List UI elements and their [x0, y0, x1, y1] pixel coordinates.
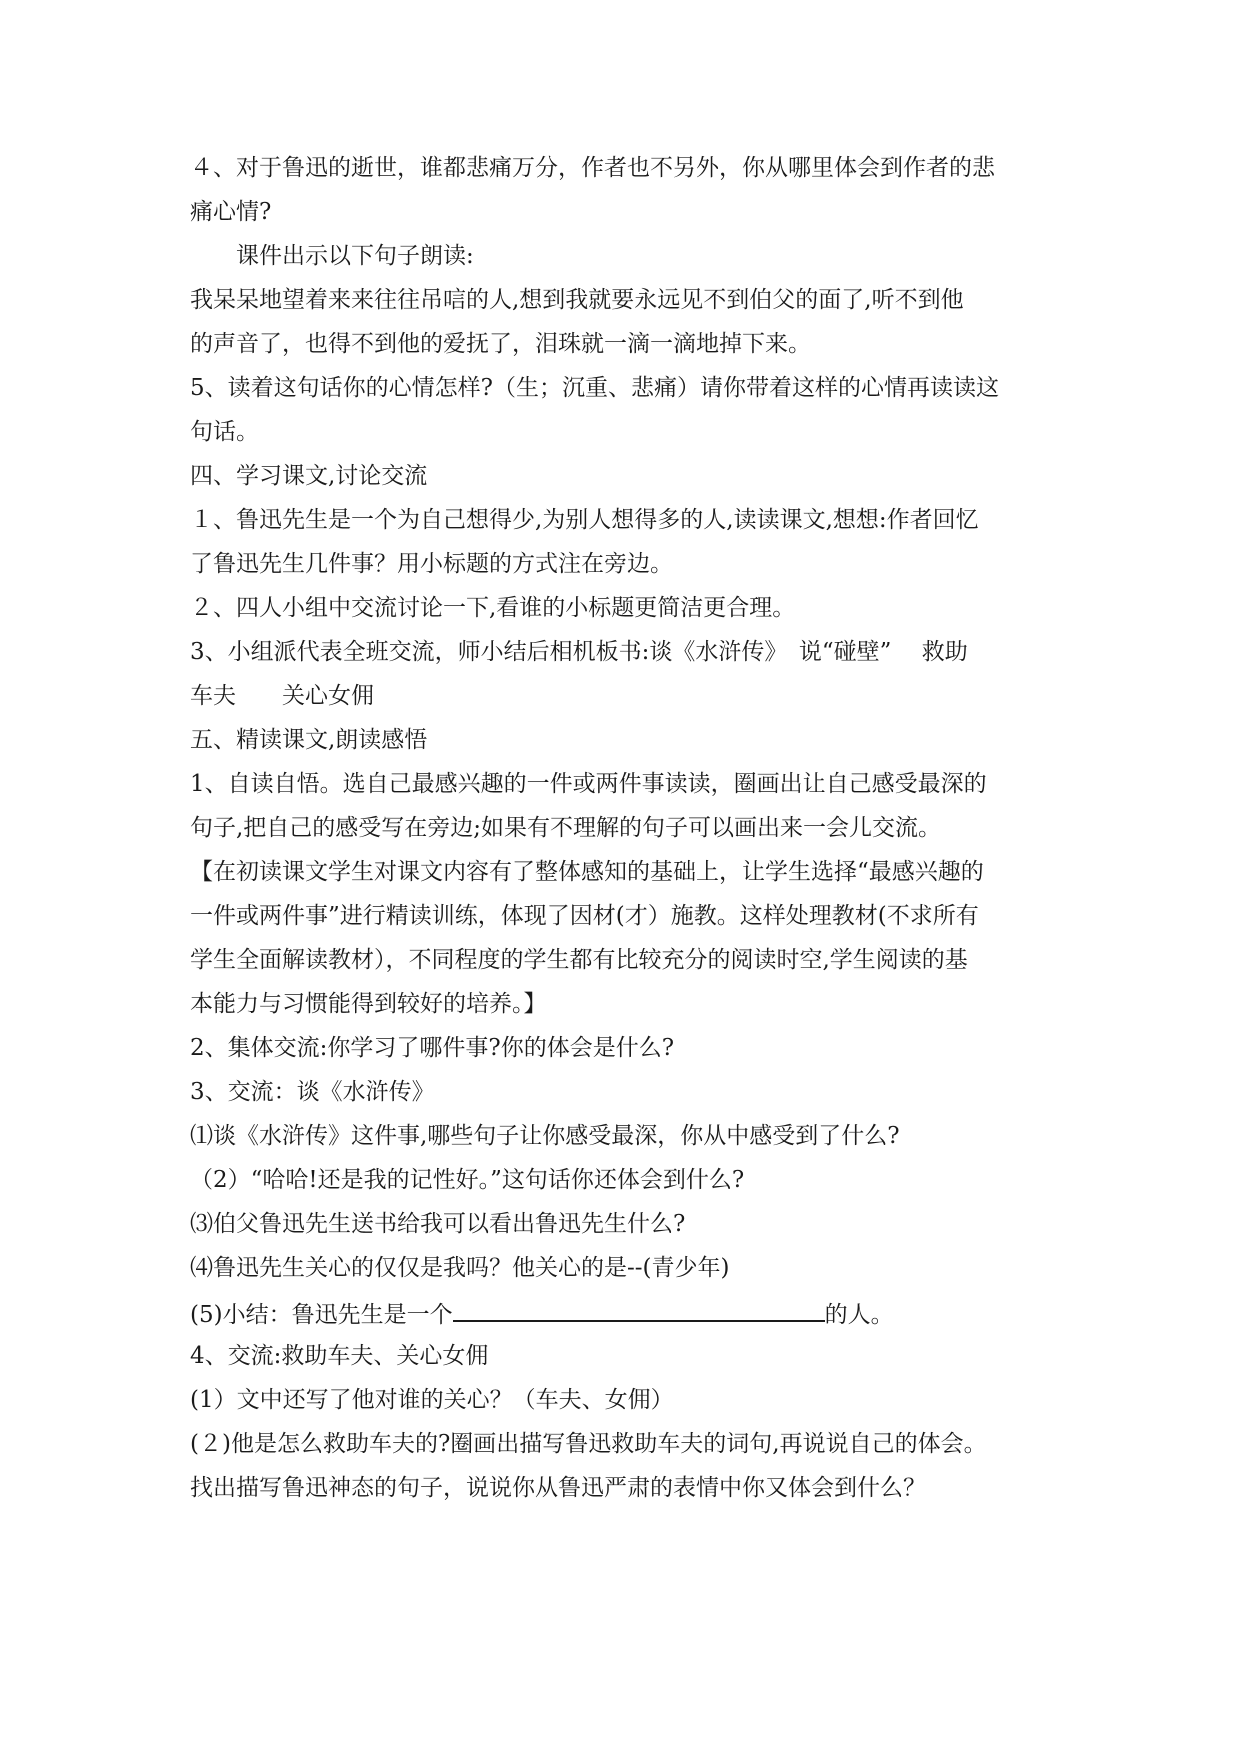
item-1-line-2: 了鲁迅先生几件事？用小标题的方式注在旁边。	[190, 551, 673, 577]
summary-blank	[453, 1296, 825, 1322]
question-5-line-1: 5、读着这句话你的心情怎样?（生；沉重、悲痛）请你带着这样的心情再读读这	[190, 375, 999, 401]
group-exchange-line: 2、集体交流:你学习了哪件事?你的体会是什么?	[190, 1035, 675, 1061]
section-heading-4: 四、学习课文,讨论交流	[190, 463, 428, 489]
question-4-line-1: ４、对于鲁迅的逝世，谁都悲痛万分，作者也不另外，你从哪里体会到作者的悲	[190, 155, 995, 181]
exchange-4-heading: 4、交流:救助车夫、关心女佣	[190, 1343, 489, 1369]
exchange-4-q3: 找出描写鲁迅神态的句子，说说你从鲁迅严肃的表情中你又体会到什么？	[190, 1475, 926, 1501]
summary-suffix: 的人。	[824, 1302, 894, 1328]
commentary-line-3: 学生全面解读教材），不同程度的学生都有比较充分的阅读时空,学生阅读的基	[190, 947, 968, 973]
commentary-line-2: 一件或两件事”进行精读训练，体现了因材(才）施教。这样处理教材(不求所有	[190, 903, 979, 929]
exchange-4-q2: (２)他是怎么救助车夫的?圈画出描写鲁迅救助车夫的词句,再说说自己的体会。	[190, 1431, 987, 1457]
sub-question-3: ⑶伯父鲁迅先生送书给我可以看出鲁迅先生什么?	[190, 1211, 686, 1237]
self-read-line-1: 1、自读自悟。选自己最感兴趣的一件或两件事读读，圈画出让自己感受最深的	[190, 771, 987, 797]
summary-prefix: (5)小结：鲁迅先生是一个	[190, 1302, 453, 1328]
item-3-line-2: 车夫 关心女佣	[190, 683, 374, 709]
commentary-line-4: 本能力与习惯能得到较好的培养。】	[190, 991, 547, 1017]
item-3-line-1: 3、小组派代表全班交流，师小结后相机板书:谈《水浒传》 说“碰壁” 救助	[190, 639, 968, 665]
self-read-line-2: 句子,把自己的感受写在旁边;如果有不理解的句子可以画出来一会儿交流。	[190, 815, 942, 841]
quote-line-2: 的声音了，也得不到他的爱抚了，泪珠就一滴一滴地掉下来。	[190, 331, 811, 357]
section-heading-5: 五、精读课文,朗读感悟	[190, 727, 428, 753]
item-1-line-1: １、鲁迅先生是一个为自己想得少,为别人想得多的人,读读课文,想想:作者回忆	[190, 507, 979, 533]
exchange-4-q1: (1）文中还写了他对谁的关心？（车夫、女佣）	[190, 1387, 674, 1413]
question-5-line-2: 句话。	[190, 419, 259, 445]
courseware-note: 课件出示以下句子朗读:	[190, 243, 474, 269]
sub-question-4: ⑷鲁迅先生关心的仅仅是我吗？他关心的是--(青少年)	[190, 1255, 730, 1281]
sub-question-2: （2）“哈哈!还是我的记性好。”这句话你还体会到什么?	[190, 1167, 745, 1193]
quote-line-1: 我呆呆地望着来来往往吊唁的人,想到我就要永远见不到伯父的面了,听不到他	[190, 287, 964, 313]
summary-fill-line	[190, 1296, 1070, 1331]
commentary-line-1: 【在初读课文学生对课文内容有了整体感知的基础上，让学生选择“最感兴趣的	[190, 859, 984, 885]
question-4-line-2: 痛心情?	[190, 199, 272, 225]
sub-question-1: ⑴谈《水浒传》这件事,哪些句子让你感受最深，你从中感受到了什么?	[190, 1123, 900, 1149]
exchange-heading: 3、交流：谈《水浒传》	[190, 1079, 435, 1105]
item-2-line: ２、四人小组中交流讨论一下,看谁的小标题更简洁更合理。	[190, 595, 796, 621]
